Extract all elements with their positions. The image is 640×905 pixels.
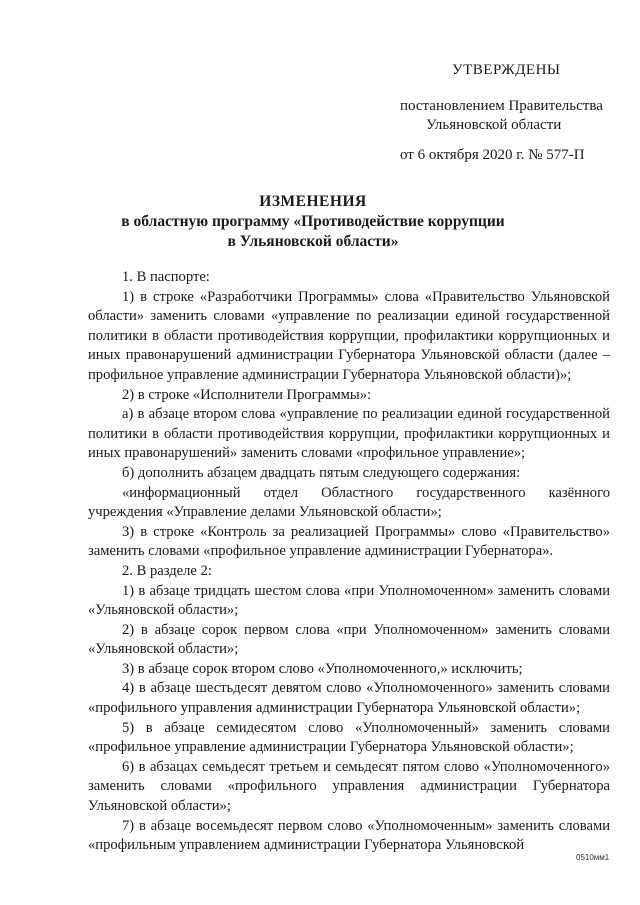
- heading-subtitle-2: в Ульяновской области»: [227, 233, 399, 250]
- paragraph: 2) в строке «Исполнители Программы»:: [122, 386, 372, 403]
- paragraph: 1. В паспорте:: [122, 269, 210, 285]
- paragraph: 1) в строке «Разработчики Программы» слова «Правительство Ульяновской области» заменить словами «управление по реализации единой государственной политики в области противодействия коррупции, профилактики коррупционных и иных правонарушений администрации Губернатора Ульяновской области (далее – профильное управление администрации Губернатора Ульяновской области)»;: [88, 288, 610, 383]
- heading-subtitle-1: в областную программу «Противодействие коррупции: [121, 213, 505, 230]
- footer-document-code: 0510мм1: [576, 853, 610, 862]
- paragraph: а) в абзаце втором слова «управление по реализации единой государственной политики в области противодействия коррупции, профилактики коррупционных и иных правонарушений» заменить словами «профильное управление»;: [88, 406, 610, 462]
- paragraph: 4) в абзаце шестьдесят девятом слово «Уполномоченного» заменить словами «профильного управления администрации Губернатора Ульяновской области»;: [88, 680, 610, 717]
- paragraph: 2) в абзаце сорок первом слова «при Уполномоченном» заменить словами «Ульяновской области»;: [88, 621, 610, 658]
- paragraph: 5) в абзаце семидесятом слово «Уполномоченный» заменить словами «профильное управление администрации Губернатора Ульяновской области»;: [88, 719, 610, 756]
- approval-date: от 6 октября 2020 г. № 577-П: [400, 147, 585, 163]
- paragraph: 2. В разделе 2:: [122, 562, 212, 579]
- document-heading: [88, 192, 538, 252]
- approval-title: УТВЕРЖДЕНЫ: [452, 62, 561, 78]
- approval-line-2: Ульяновской области: [426, 117, 562, 133]
- paragraph: б) дополнить абзацем двадцать пятым следующего содержания:: [122, 464, 521, 481]
- heading-title: ИЗМЕНЕНИЯ: [259, 193, 367, 210]
- paragraph: 3) в строке «Контроль за реализацией Программы» слово «Правительство» заменить словами «профильное управление администрации Губернатора».: [88, 523, 610, 560]
- paragraph: 7) в абзаце восемьдесят первом слово «Уполномоченным» заменить словами «профильным управлением администрации Губернатора Ульяновской: [88, 817, 610, 854]
- paragraph: 3) в абзаце сорок втором слово «Уполномоченного,» исключить;: [122, 660, 523, 677]
- document-body: [88, 268, 610, 856]
- approval-line-1: постановлением Правительства: [400, 98, 603, 114]
- paragraph: «информационный отдел Областного государственного казённого учреждения «Управление делами Ульяновской области»;: [88, 484, 610, 521]
- paragraph: 6) в абзацах семьдесят третьем и семьдесят пятом слово «Уполномоченного» заменить словами «профильного управления администрации Губернатора Ульяновской области»;: [88, 758, 610, 815]
- paragraph: 1) в абзаце тридцать шестом слова «при Уполномоченном» заменить словами «Ульяновской области»;: [88, 582, 610, 619]
